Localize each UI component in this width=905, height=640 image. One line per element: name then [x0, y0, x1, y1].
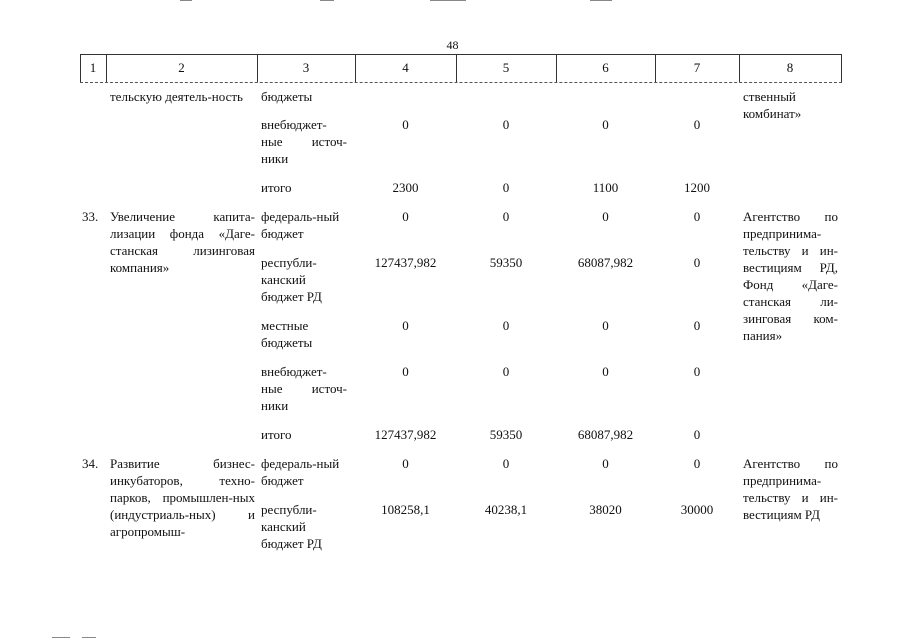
column-header-2: 2 — [178, 60, 185, 75]
value-col6: 68087,982 — [577, 255, 634, 270]
value-col4: 108258,1 — [381, 502, 430, 517]
value-col7: 0 — [693, 364, 701, 379]
value-col6: 68087,982 — [577, 427, 634, 442]
funding-source: внебюджет-ные источ-ники — [261, 364, 347, 413]
column-header-3: 3 — [302, 60, 310, 75]
column-header-5: 5 — [502, 60, 510, 75]
value-col7: 0 — [693, 427, 701, 442]
scan-artifact — [52, 637, 70, 638]
value-col6: 38020 — [589, 502, 622, 517]
value-col5: 0 — [502, 364, 510, 379]
funding-source: федераль-ный бюджет — [261, 456, 340, 488]
scan-artifact — [180, 0, 192, 1]
scan-artifact — [320, 0, 334, 1]
item-executor: Агентство по предпринима-тельству и ин-вестициям РД, Фонд «Даге-станская ли-зинговая ком-пания» — [743, 209, 838, 343]
column-header-8: 8 — [786, 60, 794, 75]
scan-artifact — [590, 0, 612, 1]
value-col4: 0 — [402, 318, 409, 333]
item-name: Развитие бизнес-инкубаторов, техно-парков, промышлен-ных (индустриаль-ных) и агропромыш- — [110, 456, 255, 539]
value-col7: 0 — [693, 117, 701, 132]
funding-source: бюджеты — [261, 89, 313, 104]
value-col5: 0 — [502, 117, 510, 132]
funding-source: итого — [261, 427, 292, 442]
column-divider — [841, 54, 842, 82]
value-col5: 59350 — [489, 255, 523, 270]
value-col6: 0 — [602, 117, 609, 132]
value-col4: 0 — [402, 456, 409, 471]
value-col5: 0 — [502, 180, 510, 195]
value-col4: 0 — [402, 364, 409, 379]
header-bottom-rule — [80, 82, 842, 83]
column-header-1: 1 — [89, 60, 97, 75]
value-col4: 2300 — [392, 180, 419, 195]
value-col7: 0 — [693, 456, 701, 471]
item-number: 34. — [82, 456, 99, 471]
item-number: 33. — [82, 209, 99, 224]
value-col5: 0 — [502, 318, 510, 333]
funding-source: внебюджет-ные источ-ники — [261, 117, 347, 166]
value-col4: 127437,982 — [374, 427, 437, 442]
value-col7: 30000 — [680, 502, 714, 517]
value-col7: 1200 — [684, 180, 710, 195]
item-name: тельскую деятель-ность — [110, 89, 243, 104]
value-col6: 0 — [602, 209, 609, 224]
value-col4: 0 — [402, 209, 409, 224]
scan-artifact — [430, 0, 466, 1]
value-col6: 0 — [602, 318, 609, 333]
value-col5: 0 — [502, 209, 510, 224]
value-col5: 40238,1 — [484, 502, 528, 517]
item-name: Увеличение капита-лизации фонда «Даге-станская лизинговая компания» — [110, 209, 255, 275]
value-col6: 1100 — [592, 180, 619, 195]
page-number: 48 — [446, 38, 459, 52]
value-col7: 0 — [693, 255, 701, 270]
value-col7: 0 — [693, 209, 701, 224]
scan-artifact — [82, 637, 96, 638]
value-col5: 0 — [502, 456, 510, 471]
value-col4: 127437,982 — [374, 255, 437, 270]
funding-source: федераль-ный бюджет — [261, 209, 340, 241]
value-col6: 0 — [602, 456, 609, 471]
column-header-4: 4 — [402, 60, 409, 75]
value-col7: 0 — [693, 318, 701, 333]
column-header-6: 6 — [602, 60, 609, 75]
funding-source: итого — [261, 180, 292, 195]
value-col5: 59350 — [489, 427, 523, 442]
funding-source: местные бюджеты — [261, 318, 313, 350]
item-executor: Агентство по предпринима-тельству и ин-вестициям РД — [743, 456, 838, 522]
header-top-rule — [80, 54, 842, 55]
funding-source: республи-канский бюджет РД — [261, 255, 322, 304]
value-col4: 0 — [402, 117, 409, 132]
value-col6: 0 — [602, 364, 609, 379]
funding-source: республи-канский бюджет РД — [261, 502, 322, 551]
column-header-7: 7 — [693, 60, 701, 75]
item-executor: ственный комбинат» — [743, 89, 802, 121]
